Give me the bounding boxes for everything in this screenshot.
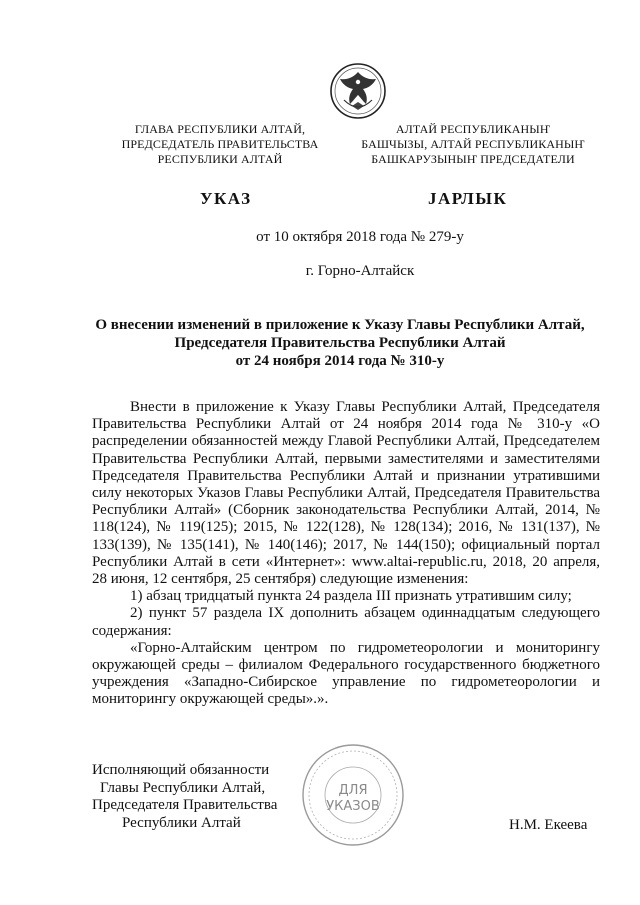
- issuer-title-russian: [100, 122, 340, 167]
- issuer-line: ГЛАВА РЕСПУБЛИКИ АЛТАЙ,: [134, 122, 306, 136]
- signatory-block: [92, 762, 277, 832]
- signatory-line: Исполняющий обязанности: [92, 762, 270, 778]
- body-paragraph-item-2: 2) пункт 57 раздела IX дополнить абзацем одиннадцатым следующего содержания:: [92, 605, 600, 639]
- issuer-line: АЛТАЙ РЕСПУБЛИКАНЫҤ: [395, 122, 551, 136]
- subject-line: Председателя Правительства Республики Алтай: [174, 335, 506, 351]
- subject-line: О внесении изменений в приложение к Указу Главы Республики Алтай,: [95, 317, 585, 333]
- document-city: г. Горно-Алтайск: [305, 263, 415, 279]
- issuer-line: БАШКАРУЗЫНЫҤ ПРЕДСЕДАТЕЛИ: [371, 152, 575, 166]
- body-paragraph-quote: «Горно-Алтайским центром по гидрометеорологии и мониторингу окружающей среды – филиалом Федерального государственного бюджетного учреждения «Западно-Сибирское управление по гидрометеорологии и мониторингу окружающей среды».».: [92, 639, 600, 708]
- body-paragraph-main: Внести в приложение к Указу Главы Республики Алтай, Председателя Правительства Республики Алтай от 24 ноября 2014 года № 310-у «О распределении обязанностей между Главой Республики Алтай, Председателем Правительства Республики Алтай, первыми заместителями и заместителями Председателя Правительства Республики Алтай и признании утратившими силу некоторых Указов Главы Республики Алтай, Председателя Правительства Республики Алтай» (Сборник законодательства Республики Алтай, 2014, № 118(124), № 119(125); 2015, № 122(128), № 128(134); 2016, № 131(137), № 133(139), № 135(141), № 140(146); 2017, № 144(150); официальный портал Республики Алтай в сети «Интернет»: www.altai-republic.ru, 2018, 20 апреля, 28 июня, 12 сентября, 25 сентября) следующие изменения:: [92, 399, 600, 588]
- document-body: [92, 399, 600, 709]
- issuer-line: ПРЕДСЕДАТЕЛЬ ПРАВИТЕЛЬСТВА: [121, 137, 319, 151]
- stamp-text-line: УКАЗОВ: [326, 799, 380, 814]
- stamp-text-line: ДЛЯ: [338, 783, 368, 798]
- document-subject: [60, 316, 620, 370]
- subject-line: от 24 ноября 2014 года № 310-у: [235, 353, 445, 369]
- coat-of-arms-emblem: [326, 60, 390, 122]
- document-date-number: от 10 октября 2018 года № 279-у: [256, 229, 464, 245]
- body-paragraph-item-1: 1) абзац тридцатый пункта 24 раздела III признать утратившим силу;: [130, 588, 572, 605]
- issuer-title-altai: [338, 122, 608, 167]
- signatory-line: Председателя Правительства: [92, 797, 278, 814]
- signatory-line: Главы Республики Алтай,: [100, 779, 266, 796]
- signatory-line: Республики Алтай: [122, 814, 241, 831]
- issuer-line: РЕСПУБЛИКИ АЛТАЙ: [157, 152, 283, 166]
- official-stamp: [298, 740, 408, 850]
- issuer-line: БАШЧЫЗЫ, АЛТАЙ РЕСПУБЛИКАНЫҤ: [361, 137, 585, 151]
- document-type-altai: JАРЛЫК: [428, 189, 508, 208]
- signer-name: Н.М. Екеева: [509, 817, 588, 833]
- document-type-russian: УКАЗ: [200, 189, 252, 208]
